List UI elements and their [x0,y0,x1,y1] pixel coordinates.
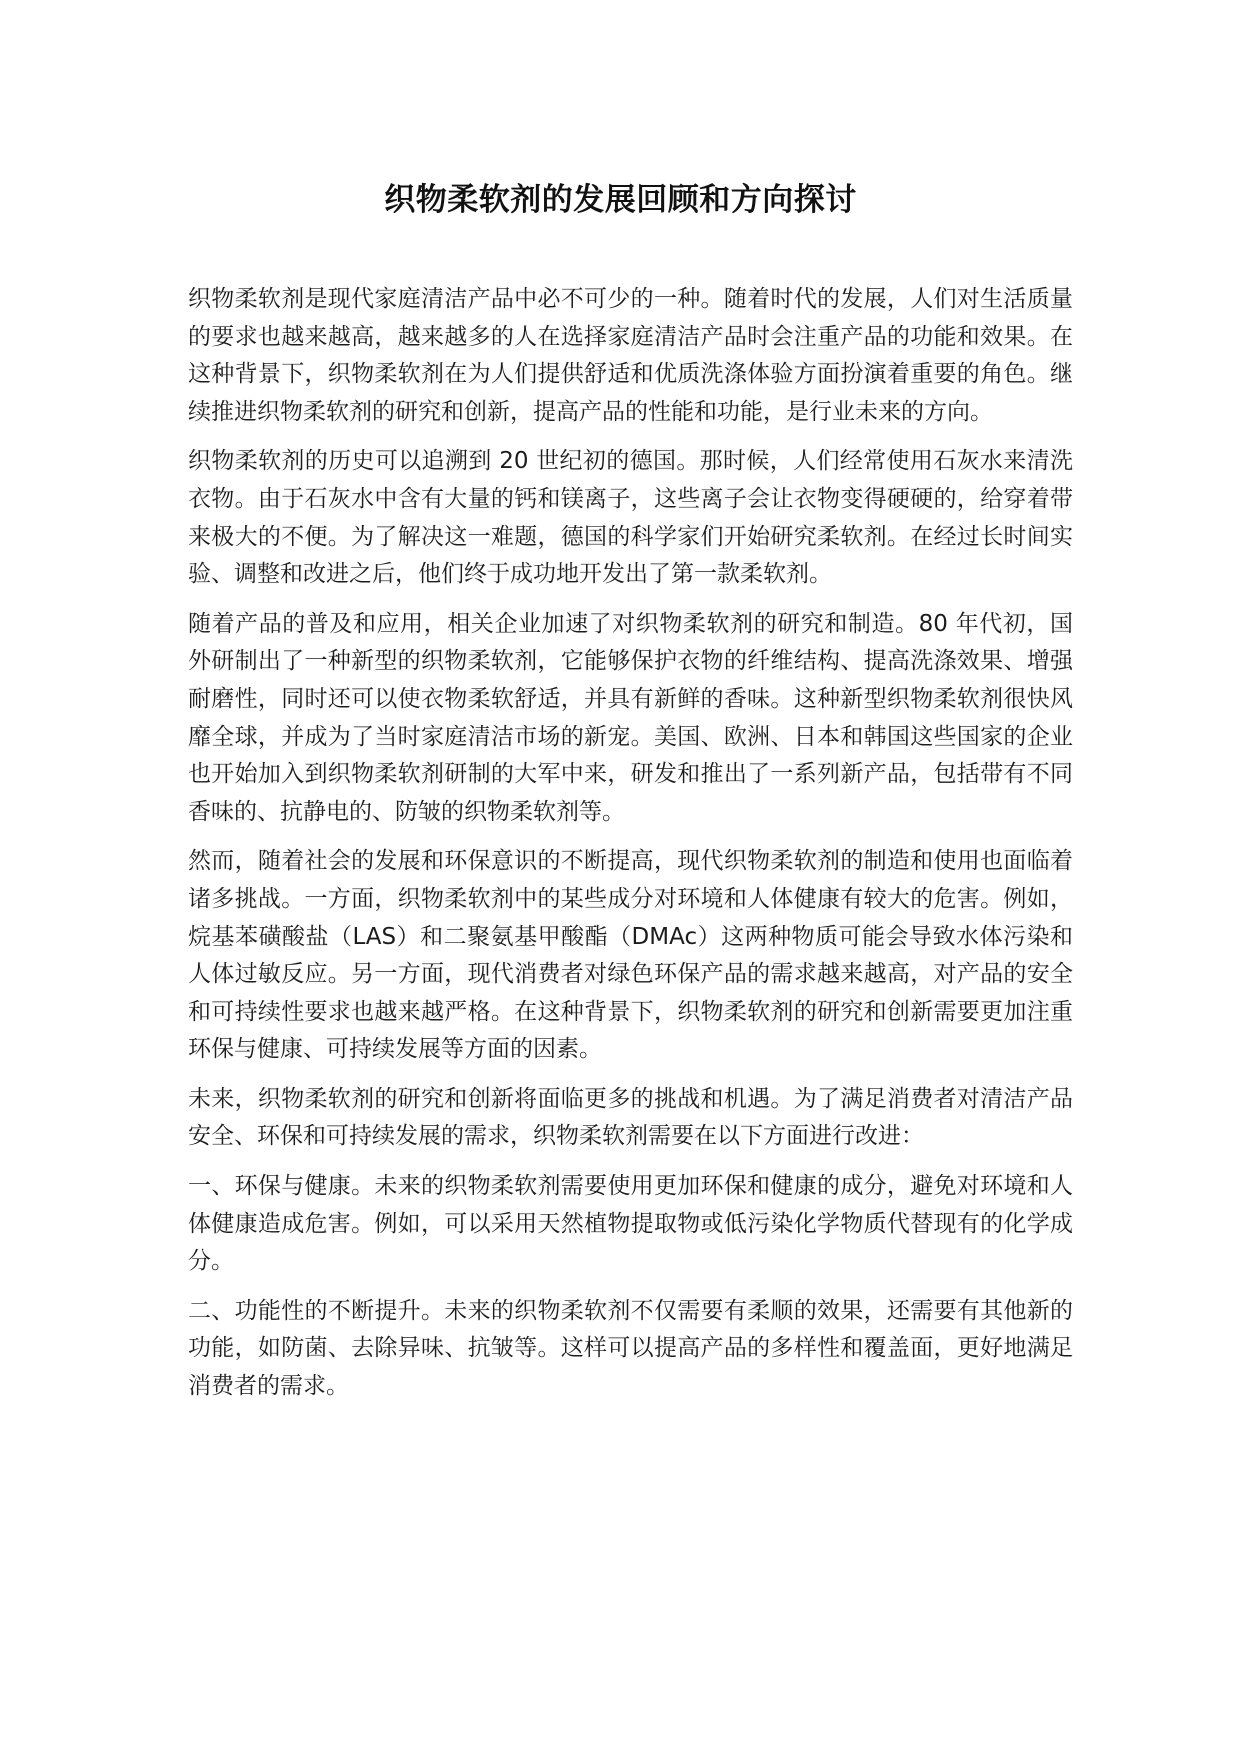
paragraph-history: 织物柔软剂的历史可以追溯到 20 世纪初的德国。那时候，人们经常使用石灰水来清洗衣物。由于石灰水中含有大量的钙和镁离子，这些离子会让衣物变得硬硬的，给穿着带来极大的不便。为了解决这一难题，德国的科学家们开始研究柔软剂。在经过长时间实验、调整和改进之后，他们终于成功地开发出了第一款柔软剂。 [188,448,1073,588]
document-body [188,281,1073,1418]
paragraph-future: 未来，织物柔软剂的研究和创新将面临更多的挑战和机遇。为了满足消费者对清洁产品安全、环保和可持续发展的需求，织物柔软剂需要在以下方面进行改进： [188,1085,1073,1150]
paragraph-point-one: 一、环保与健康。未来的织物柔软剂需要使用更加环保和健康的成分，避免对环境和人体健康造成危害。例如，可以采用天然植物提取物或低污染化学物质代替现有的化学成分。 [188,1173,1073,1275]
paragraph-intro: 织物柔软剂是现代家庭清洁产品中必不可少的一种。随着时代的发展，人们对生活质量的要求也越来越高，越来越多的人在选择家庭清洁产品时会注重产品的功能和效果。在这种背景下，织物柔软剂在为人们提供舒适和优质洗涤体验方面扮演着重要的角色。继续推进织物柔软剂的研究和创新，提高产品的性能和功能，是行业未来的方向。 [188,286,1073,425]
paragraph-development: 随着产品的普及和应用，相关企业加速了对织物柔软剂的研究和制造。80 年代初，国外研制出了一种新型的织物柔软剂，它能够保护衣物的纤维结构、提高洗涤效果、增强耐磨性，同时还可以使衣物柔软舒适，并具有新鲜的香味。这种新型织物柔软剂很快风靡全球，并成为了当时家庭清洁市场的新宠。美国、欧洲、日本和韩国这些国家的企业也开始加入到织物柔软剂研制的大军中来，研发和推出了一系列新产品，包括带有不同香味的、抗静电的、防皱的织物柔软剂等。 [188,610,1073,825]
document-title: 织物柔软剂的发展回顾和方向探讨 [384,182,857,218]
paragraph-point-two: 二、功能性的不断提升。未来的织物柔软剂不仅需要有柔顺的效果，还需要有其他新的功能，如防菌、去除异味、抗皱等。这样可以提高产品的多样性和覆盖面，更好地满足消费者的需求。 [188,1297,1073,1400]
paragraph-challenges: 然而，随着社会的发展和环保意识的不断提高，现代织物柔软剂的制造和使用也面临着诸多挑战。一方面，织物柔软剂中的某些成分对环境和人体健康有较大的危害。例如，烷基苯磺酸盐（LAS）和二聚氨基甲酸酯（DMAc）这两种物质可能会导致水体污染和人体过敏反应。另一方面，现代消费者对绿色环保产品的需求越来越高，对产品的安全和可持续性要求也越来越严格。在这种背景下，织物柔软剂的研究和创新需要更加注重环保与健康、可持续发展等方面的因素。 [188,848,1073,1063]
